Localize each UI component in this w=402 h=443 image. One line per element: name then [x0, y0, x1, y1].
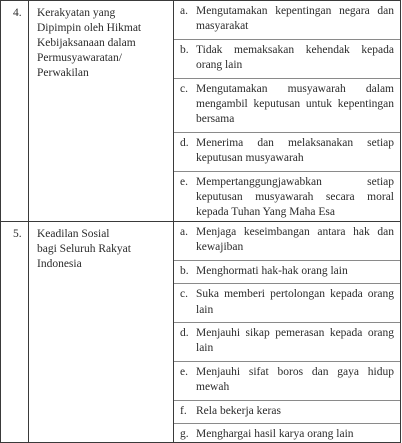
list-item [180, 136, 394, 167]
item-text: Mengutamakan kepentingan negara dan masyarakat [196, 5, 394, 33]
item-text: Menjaga keseimbangan antara hak dan kewajiban [196, 225, 394, 254]
row-number-cell [1, 1, 29, 222]
sila-line: bagi Seluruh Rakyat [37, 242, 131, 255]
item-text: Tidak memaksakan kehendak kepada orang lain [196, 43, 394, 72]
item-text: Menerima dan melaksanakan setiap keputusan musyawarah [196, 136, 394, 165]
divider [174, 423, 400, 424]
item-letter: b. [180, 43, 189, 56]
item-text: Suka memberi pertolongan kepada orang lain [196, 288, 394, 316]
item-letter: g. [180, 427, 189, 440]
table-row [1, 221, 401, 442]
row-number: 4. [13, 7, 22, 19]
items-cell [174, 1, 401, 222]
item-text: Menjauhi sikap pemerasan kepada orang lain [196, 326, 394, 355]
item-letter: b. [180, 264, 189, 277]
item-letter: d. [180, 326, 189, 339]
item-letter: e. [180, 175, 188, 188]
list-item [180, 427, 394, 442]
item-letter: d. [180, 136, 189, 149]
item-letter: e. [180, 365, 188, 378]
sila-name [29, 222, 173, 272]
list-item [180, 365, 394, 396]
sila-name [29, 1, 173, 81]
sila-line: Indonesia [37, 257, 82, 270]
item-text: Menghormati hak-hak orang lain [196, 264, 348, 277]
row-number-cell [1, 221, 29, 442]
list-item [180, 404, 394, 419]
list-item [180, 225, 394, 256]
item-letter: a. [180, 225, 188, 238]
sila-cell [29, 1, 174, 222]
divider [174, 171, 400, 172]
sila-cell [29, 221, 174, 442]
divider [174, 322, 400, 323]
item-letter: a. [180, 5, 188, 17]
item-letter: f. [180, 404, 187, 417]
divider [174, 400, 400, 401]
list-item [180, 82, 394, 128]
list-item [180, 326, 394, 357]
items-cell [174, 221, 401, 442]
table-row [1, 1, 401, 222]
list-item [180, 264, 394, 279]
item-text: Rela bekerja keras [196, 404, 281, 417]
sila-line: Keadilan Sosial [37, 227, 110, 240]
sila-line: Permusyawaratan/ [37, 52, 122, 64]
sila-line: Perwakilan [37, 67, 89, 79]
divider [174, 361, 400, 362]
row-number: 5. [13, 227, 22, 240]
item-text: Mempertanggungjawabkan setiap keputusan musyawarah secara moral kepada Tuhan Yang Maha Esa [196, 175, 394, 219]
divider [174, 132, 400, 133]
item-letter: c. [180, 288, 188, 301]
item-text: Menjauhi sifat boros dan gaya hidup mewah [196, 365, 394, 394]
sila-line: Kebijaksanaan dalam [37, 37, 136, 49]
item-text: Menghargai hasil karya orang lain [196, 427, 354, 440]
sila-line: Dipimpin oleh Hikmat [37, 22, 142, 34]
item-letter: c. [180, 82, 188, 95]
list-item [180, 43, 394, 74]
divider [174, 39, 400, 40]
list-item [180, 4, 394, 35]
sila-line: Kerakyatan yang [37, 7, 116, 19]
divider [174, 260, 400, 261]
list-item [180, 175, 394, 221]
list-item [180, 287, 394, 318]
divider [174, 283, 400, 284]
divider [174, 78, 400, 79]
item-text: Mengutamakan musyawarah dalam mengambil keputusan untuk kepentingan bersama [196, 82, 394, 126]
